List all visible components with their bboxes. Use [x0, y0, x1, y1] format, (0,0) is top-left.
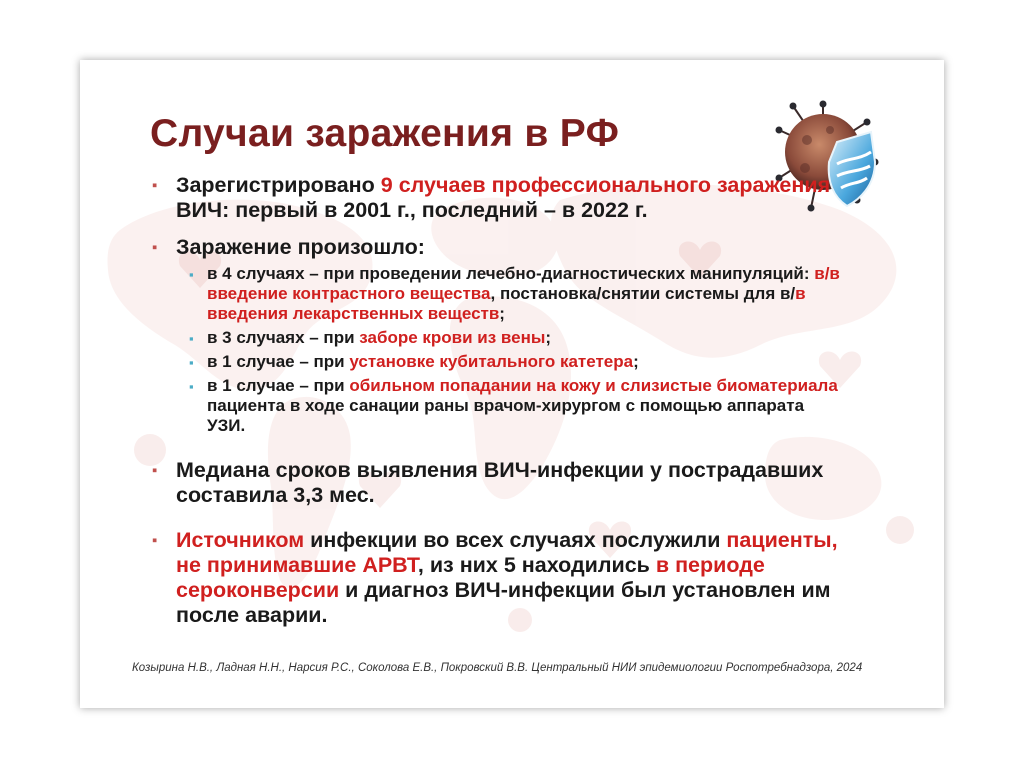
highlight-text: обильном попадании на кожу и слизистые биоматериала: [349, 376, 838, 395]
text-segment: , из них 5 находились: [417, 553, 656, 577]
bullet-infection-source: [152, 528, 842, 628]
highlight-text: 9 случаев профессионального заражения: [380, 173, 831, 197]
highlight-text: установке кубитального катетера: [349, 352, 634, 371]
sub-bullet-catheter-case: [152, 352, 842, 372]
sub-bullet-marker: ▪: [189, 331, 194, 346]
bullet-median-detection: [152, 458, 842, 508]
text-segment: и диагноз ВИЧ-инфекции был установлен им после аварии.: [176, 578, 831, 627]
sub-bullet-marker: ▪: [189, 267, 194, 282]
highlight-text: в/в введение контрастного вещества: [207, 264, 840, 303]
bullet-marker: ▪: [152, 532, 158, 549]
text-segment: Заражение произошло:: [176, 235, 425, 259]
text-segment: , постановка/снятии системы для в/: [490, 284, 796, 303]
text-segment: ;: [545, 328, 552, 347]
source-credit: Козырина Н.В., Ладная Н.Н., Нарсия Р.С., Соколова Е.В., Покровский В.В. Центральный НИИ эпидемиологии Роспотребнадзора, 2024: [132, 662, 863, 674]
text-segment: в 4 случаях – при проведении лечебно-диагностических манипуляций:: [207, 264, 815, 283]
sub-bullet-marker: ▪: [189, 355, 194, 370]
text-segment: Зарегистрировано: [176, 173, 381, 197]
text-segment: пациента в ходе санации раны врачом-хирургом с помощью аппарата УЗИ.: [207, 396, 805, 435]
text-segment: ;: [633, 352, 639, 371]
highlight-text: в введения лекарственных веществ: [207, 284, 806, 323]
bullet-infection-circumstances: [152, 235, 842, 260]
bullet-registered-cases: [152, 173, 842, 223]
text-segment: в 1 случае – при: [207, 352, 350, 371]
slide: [80, 60, 944, 708]
text-segment: инфекции во всех случаях послужили: [304, 528, 727, 552]
content-list: [152, 173, 842, 628]
sub-bullet-4-cases: [152, 264, 842, 324]
text-segment: ;: [499, 304, 505, 323]
bullet-marker: ▪: [152, 239, 158, 256]
bullet-marker: ▪: [152, 177, 158, 194]
highlight-text: в периоде сероконверсии: [176, 553, 765, 602]
text-segment: в 1 случае – при: [207, 376, 350, 395]
highlight-text: заборе крови из вены: [359, 328, 546, 347]
highlight-text: Источником: [176, 528, 305, 552]
bullet-marker: ▪: [152, 462, 158, 479]
highlight-text: пациенты, не принимавшие АРВТ: [176, 528, 838, 577]
text-segment: Медиана сроков выявления ВИЧ-инфекции у пострадавших составила 3,3 мес.: [176, 458, 824, 507]
slide-title: Случаи заражения в РФ: [150, 112, 620, 155]
sub-bullet-surgery-case: [152, 376, 842, 436]
text-segment: в 3 случаях – при: [207, 328, 360, 347]
sub-bullet-marker: ▪: [189, 379, 194, 394]
text-segment: ВИЧ: первый в 2001 г., последний – в 2022 г.: [176, 198, 648, 222]
sub-bullet-3-cases: [152, 328, 842, 348]
